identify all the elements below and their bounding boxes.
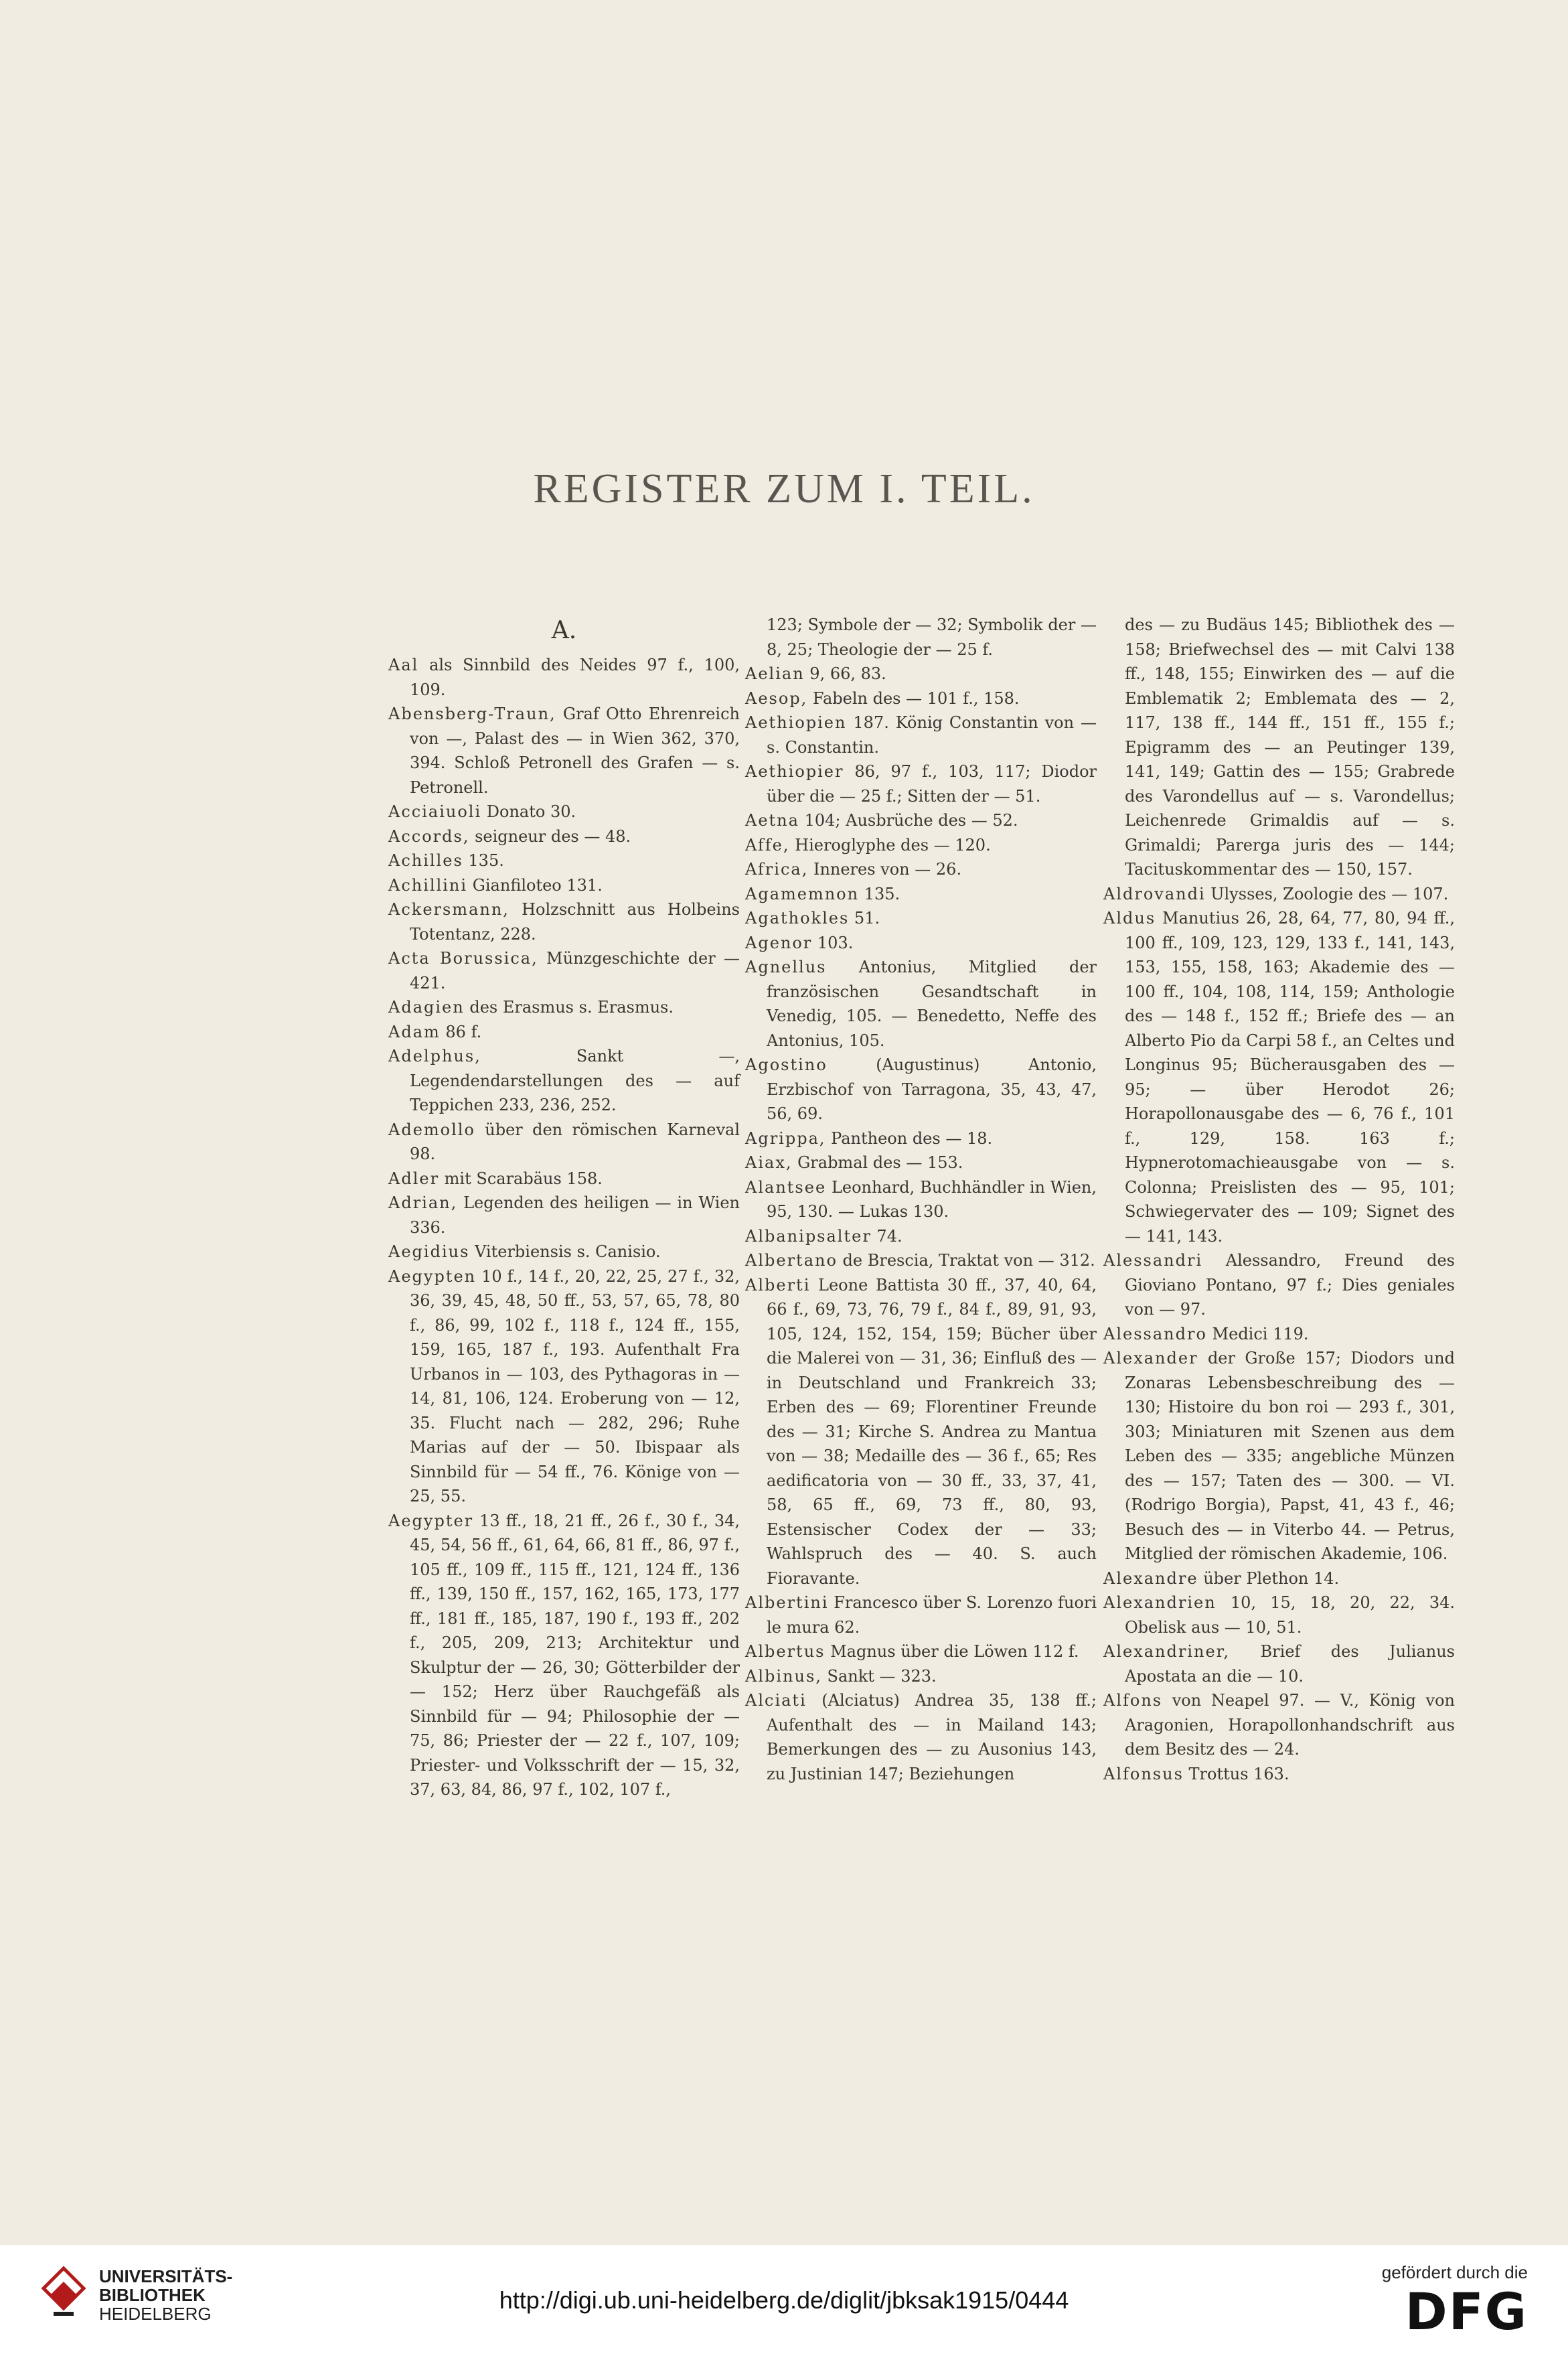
index-entry-text: 10 f., 14 f., 20, 22, 25, 27 f., 32, 36, 39, 45, 48, 50 ff., 53, 57, 65, 78, 80 f., 86, 99, 102 f., 118 f., 124 ff., 155, 159, 165, 187 f., 193. Aufenthalt Fra Urbanos in — 103, des Pythagoras in — 14, 81, 106, 124. Eroberung von — 12, 35. Flucht nach — 282, 296; Ruhe Marias auf der — 50. Ibispaar als Sinnbild für — 54 ff., 76. Könige von — 25, 55. (410, 1266, 740, 1505)
index-entry-text: Pantheon des — 18. (826, 1128, 993, 1148)
index-entry-headword: Alexandre (1103, 1568, 1198, 1588)
index-entry-headword: Adagien (388, 998, 465, 1017)
index-entry-headword: Agathokles (745, 909, 850, 928)
index-entry-text: Magnus über die Löwen 112 f. (825, 1642, 1079, 1661)
index-entry-headword: Alessandri (1103, 1251, 1203, 1270)
index-entry-headword: Aethiopier (745, 762, 844, 781)
index-entry-headword: Acciaiuoli (388, 802, 482, 821)
index-column-1 (388, 613, 740, 1802)
index-entry (745, 1175, 1097, 1224)
index-entry-text: Gianfiloteo 131. (467, 875, 603, 895)
index-entry (388, 653, 740, 702)
index-entry-headword: Achillini (388, 875, 468, 895)
index-entry (745, 686, 1097, 711)
index-entry (745, 1248, 1097, 1273)
index-entry (745, 931, 1097, 956)
index-entry-headword: Aegypter (388, 1511, 474, 1530)
index-entry-headword: Accords, (388, 826, 470, 846)
index-entry-text: über den römischen Karneval 98. (410, 1120, 740, 1163)
index-entry-headword: Agnellus (745, 958, 827, 976)
index-entry (388, 1044, 740, 1118)
index-entry-text: Brief des Julianus Apostata an die — 10. (1125, 1642, 1455, 1686)
index-entry-text: 10, 15, 18, 20, 22, 34. Obelisk aus — 10, 51. (1125, 1593, 1455, 1637)
index-entry (745, 1639, 1097, 1664)
section-letter: A. (551, 617, 577, 644)
index-entry-text: als Sinnbild des Neides 97 f., 100, 109. (410, 656, 740, 699)
index-entry-headword: Adelphus, (388, 1047, 481, 1065)
index-entry-headword: Adler (388, 1169, 440, 1188)
index-entry-text: Graf Otto Ehrenreich von —, Palast des — in Wien 362, 370, 394. Schloß Petronell des Grafen — s. Petronell. (410, 705, 740, 797)
index-entry-text: Inneres von — 26. (808, 860, 962, 879)
index-entry-text: 86, 97 f., 103, 117; Diodor über die — 25 f.; Sitten der — 51. (767, 762, 1097, 806)
index-entry (388, 995, 740, 1020)
index-entry-headword: Alfons (1103, 1691, 1163, 1710)
index-entry (1103, 1688, 1455, 1762)
library-name-line-2: BIBLIOTHEK (99, 2285, 206, 2305)
index-entry-text: Manutius 26, 28, 64, 77, 80, 94 ff., 100 ff., 109, 123, 129, 133 f., 141, 143, 153, 155, 158, 163; Akademie des — 100 ff., 104, 108, 114, 159; Anthologie des — 148 f., 152 ff.; Briefe des — an Alberto Pio da Carpi 58 f., an Celtes und Longinus 95; Bücherausgaben des — 95; — über Herodot 26; Horapollonausgabe des — 6, 76 f., 101 f., 129, 158. 163 f.; Hypnerotomachieausgabe von — s. Colonna; Preislisten des — 95, 101; Schwiegervater des — 109; Signet des — 141, 143. (1125, 909, 1455, 1246)
index-entry-headword: Ackersmann, (388, 900, 509, 919)
index-entry (1103, 1322, 1455, 1347)
index-entry-text: 123; Symbole der — 32; Symbolik der — 8, 25; Theologie der — 25 f. (767, 615, 1097, 659)
index-entry-text: Francesco über S. Lorenzo fuori le mura 62. (767, 1593, 1097, 1637)
index-entry-text: Holzschnitt aus Holbeins Totentanz, 228. (410, 900, 740, 944)
index-entry (1103, 882, 1455, 907)
index-entry-headword: Aegypten (388, 1266, 477, 1286)
index-entry-text: Medici 119. (1206, 1324, 1309, 1343)
index-entry-text: 9, 66, 83. (804, 664, 886, 683)
index-entry-text: Sankt — 323. (821, 1666, 937, 1686)
index-entry-headword: Agrippa, (745, 1128, 826, 1148)
index-entry-headword: Aiax, (745, 1153, 793, 1172)
index-entry-headword: Albertano (745, 1251, 838, 1270)
permalink-url[interactable]: http://digi.ub.uni-heidelberg.de/diglit/jbksak1915/0444 (499, 2286, 1069, 2314)
index-entry-text: 51. (849, 909, 880, 928)
index-entry (388, 1509, 740, 1802)
index-entry-headword: Albinus, (745, 1666, 822, 1686)
index-entry-text: Leone Battista 30 ff., 37, 40, 64, 66 f., 69, 73, 76, 79 f., 84 f., 89, 91, 93, 105, 124, 152, 154, 159; Bücher über die Malerei von — 31, 36; Einfluß des — in Deutschland und Frankreich 33; Erben des — 69; Florentiner Freunde des — 31; Kirche S. Andrea zu Mantua von — 38; Medaille des — 36 f., 65; Res aedificatoria von — 30 ff., 33, 37, 41, 58, 65 ff., 69, 73 ff., 80, 93, Estensischer Codex der — 33; Wahlspruch des — 40. S. auch Fioravante. (767, 1275, 1097, 1588)
index-entry-text: der Große 157; Diodors und Zonaras Lebensbeschreibung des — 130; Histoire du bon roi — 293 f., 301, 303; Miniaturen mit Szenen aus dem Leben des — 335; angebliche Münzen des — 157; Taten des — 300. — VI. (Rodrigo Borgia), Papst, 41, 43 f., 46; Besuch des — in Viterbo 44. — Petrus, Mitglied der römischen Akademie, 106. (1125, 1349, 1455, 1563)
index-entry-text: Legenden des heiligen — in Wien 336. (410, 1193, 740, 1237)
index-entry-text: seigneur des — 48. (469, 826, 631, 846)
index-entry (388, 1264, 740, 1509)
index-entry (388, 1167, 740, 1191)
index-entry-headword: Agamemnon (745, 884, 860, 903)
index-entry (388, 1118, 740, 1167)
index-entry-text: Grabmal des — 153. (792, 1153, 963, 1172)
funding-label: gefördert durch die (1381, 2262, 1528, 2282)
index-entry-headword: Alberti (745, 1275, 811, 1295)
index-entry (388, 824, 740, 849)
index-entry-text: 135. (859, 884, 900, 903)
index-entry-headword: Alciati (745, 1691, 807, 1710)
index-entry-text: des Erasmus s. Erasmus. (464, 998, 674, 1017)
index-entry (745, 1273, 1097, 1591)
index-entry-text: de Brescia, Traktat von — 312. (837, 1251, 1095, 1270)
index-entry-headword: Aldus (1103, 909, 1156, 928)
index-entry (388, 1240, 740, 1264)
index-entry-text: (Alciatus) Andrea 35, 138 ff.; Aufenthalt des — in Mailand 143; Bemerkungen des — zu Ausonius 143, zu Justinian 147; Beziehungen (767, 1691, 1097, 1783)
index-entry-text: Hieroglyphe des — 120. (789, 835, 991, 855)
index-column-3 (1103, 613, 1455, 1786)
index-entry-headword: Achilles (388, 851, 463, 870)
page-title: REGISTER ZUM I. TEIL. (533, 466, 1035, 512)
index-entry-text: Leonhard, Buchhändler in Wien, 95, 130. — Lukas 130. (767, 1177, 1097, 1221)
index-entry (745, 808, 1097, 833)
index-entry-headword: Affe, (745, 835, 790, 855)
index-entry-continued (1103, 613, 1455, 882)
index-entry-text: des — zu Budäus 145; Bibliothek des — 158; Briefwechsel des — mit Calvi 138 ff., 148, 155; Einwirken des — auf die Emblematik 2; Emblemata des — 2, 117, 138 ff., 144 ff., 151 ff., 155 f.; Epigramm des — an Peutinger 139, 141, 149; Gattin des — 155; Grabrede des Varondellus auf — s. Varondellus; Leichenrede Grimaldis auf — s. Grimaldi; Parerga juris des — 144; Tacituskommentar des — 150, 157. (1125, 615, 1455, 879)
index-entry-text: 187. König Constantin von — s. Constantin. (767, 713, 1097, 757)
index-entry (745, 1664, 1097, 1689)
index-entry (1103, 1591, 1455, 1639)
index-entry-headword: Acta Borussica, (388, 949, 538, 968)
index-entry-headword: Aelian (745, 664, 805, 683)
index-entry (745, 1688, 1097, 1786)
index-entry (1103, 1566, 1455, 1591)
footer-bar (0, 2245, 1568, 2358)
index-entry-headword: Alexandrien (1103, 1593, 1217, 1612)
library-name-line-3: HEIDELBERG (99, 2304, 212, 2324)
index-entry (1103, 1762, 1455, 1787)
index-entry (745, 1126, 1097, 1151)
index-entry-headword: Aldrovandi (1103, 884, 1206, 903)
index-entry (388, 946, 740, 995)
index-entry (745, 1053, 1097, 1126)
index-entry-headword: Alexander (1103, 1349, 1198, 1368)
index-entry-headword: Albertus (745, 1642, 826, 1661)
index-entry-text: mit Scarabäus 158. (439, 1169, 603, 1188)
index-entry-headword: Alessandro (1103, 1324, 1207, 1343)
index-entry-text: 135. (463, 851, 504, 870)
index-entry-headword: Albertini (745, 1593, 829, 1612)
index-entry-headword: Aal (388, 656, 419, 674)
index-entry-text: Trottus 163. (1183, 1764, 1289, 1783)
library-name-line-1: UNIVERSITÄTS- (99, 2266, 233, 2286)
index-entry (745, 955, 1097, 1053)
index-entry-text: von Neapel 97. — V., König von Aragonien, Horapollonhandschrift aus dem Besitz des — 24. (1125, 1691, 1455, 1759)
index-entry-text: 13 ff., 18, 21 ff., 26 f., 30 f., 34, 45, 54, 56 ff., 61, 64, 66, 81 ff., 86, 97 f., 105 ff., 109 ff., 115 ff., 121, 124 ff., 136 ff., 139, 150 ff., 157, 162, 165, 173, 177 ff., 181 ff., 185, 187, 190 f., 193 ff., 202 f., 205, 209, 213; Architektur und Skulptur der — 26, 30; Götterbilder der — 152; Herz über Rauchgefäß als Sinnbild für — 94; Philosophie der — 75, 86; Priester der — 22 f., 107, 109; Priester- und Volksschrift der — 15, 32, 37, 63, 84, 86, 97 f., 102, 107 f., (410, 1511, 740, 1799)
funding-notice[interactable] (1382, 2262, 1528, 2341)
index-entry-headword: Aegidius (388, 1242, 470, 1261)
index-entry-text: Donato 30. (481, 802, 576, 821)
dfg-logo: DFG (1405, 2282, 1528, 2341)
index-entry (745, 882, 1097, 907)
index-entry-headword: Aetna (745, 811, 799, 830)
index-entry-headword: Aethiopien (745, 713, 847, 732)
index-entry-headword: Abensberg-Traun, (388, 705, 556, 723)
index-entry-text: Antonius, Mitglied der französischen Gesandtschaft in Venedig, 105. — Benedetto, Neffe des Antonius, 105. (767, 958, 1097, 1050)
index-entry (1103, 906, 1455, 1248)
index-entry (1103, 1346, 1455, 1566)
index-entry-text: 103. (812, 933, 854, 952)
index-column-2 (745, 613, 1097, 1786)
index-entry-text: Münzgeschichte der — 421. (410, 949, 740, 992)
index-entry-headword: Agenor (745, 933, 813, 952)
index-entry (745, 1591, 1097, 1639)
index-entry (745, 906, 1097, 931)
index-entry-headword: Alantsee (745, 1177, 827, 1197)
index-entry-text: 86 f. (440, 1022, 482, 1041)
index-entry (388, 1020, 740, 1045)
index-entry-headword: Alexandriner, (1103, 1642, 1231, 1661)
index-entry-headword: Aesop, (745, 688, 808, 708)
index-entry (388, 897, 740, 946)
index-entry-continued (745, 613, 1097, 662)
index-entry-headword: Agostino (745, 1055, 828, 1074)
index-entry-text: (Augustinus) Antonio, Erzbischof von Tarragona, 35, 43, 47, 56, 69. (767, 1055, 1097, 1123)
index-entry (1103, 1248, 1455, 1322)
index-entry (388, 800, 740, 824)
index-entry (745, 833, 1097, 858)
index-entry-headword: Ademollo (388, 1120, 475, 1139)
index-entry-headword: Albanipsalter (745, 1226, 872, 1246)
index-entry-text: über Plethon 14. (1198, 1568, 1340, 1588)
index-entry-headword: Alfonsus (1103, 1764, 1184, 1783)
index-entry (1103, 1639, 1455, 1688)
index-entry (388, 873, 740, 898)
index-entry (745, 857, 1097, 882)
index-entry (388, 849, 740, 873)
index-entry-headword: Adrian, (388, 1193, 458, 1212)
index-entry-text: Alessandro, Freund des Gioviano Pontano, 97 f.; Dies geniales von — 97. (1125, 1251, 1455, 1319)
index-entry-text: Ulysses, Zoologie des — 107. (1205, 884, 1449, 903)
index-entry (388, 1191, 740, 1240)
index-entry-text: Fabeln des — 101 f., 158. (807, 688, 1020, 708)
index-entry-text: 74. (871, 1226, 903, 1246)
index-entry (745, 759, 1097, 808)
index-entry-text: Sankt —, Legendendarstellungen des — auf Teppichen 233, 236, 252. (410, 1047, 740, 1114)
index-entry (388, 702, 740, 800)
index-entry (745, 711, 1097, 759)
index-entry-text: 104; Ausbrüche des — 52. (799, 811, 1018, 830)
index-entry-headword: Africa, (745, 860, 809, 879)
index-entry-headword: Adam (388, 1022, 441, 1041)
index-entry (745, 662, 1097, 686)
index-entry-text: Viterbiensis s. Canisio. (469, 1242, 661, 1261)
index-entry (745, 1151, 1097, 1175)
index-entry (745, 1224, 1097, 1249)
